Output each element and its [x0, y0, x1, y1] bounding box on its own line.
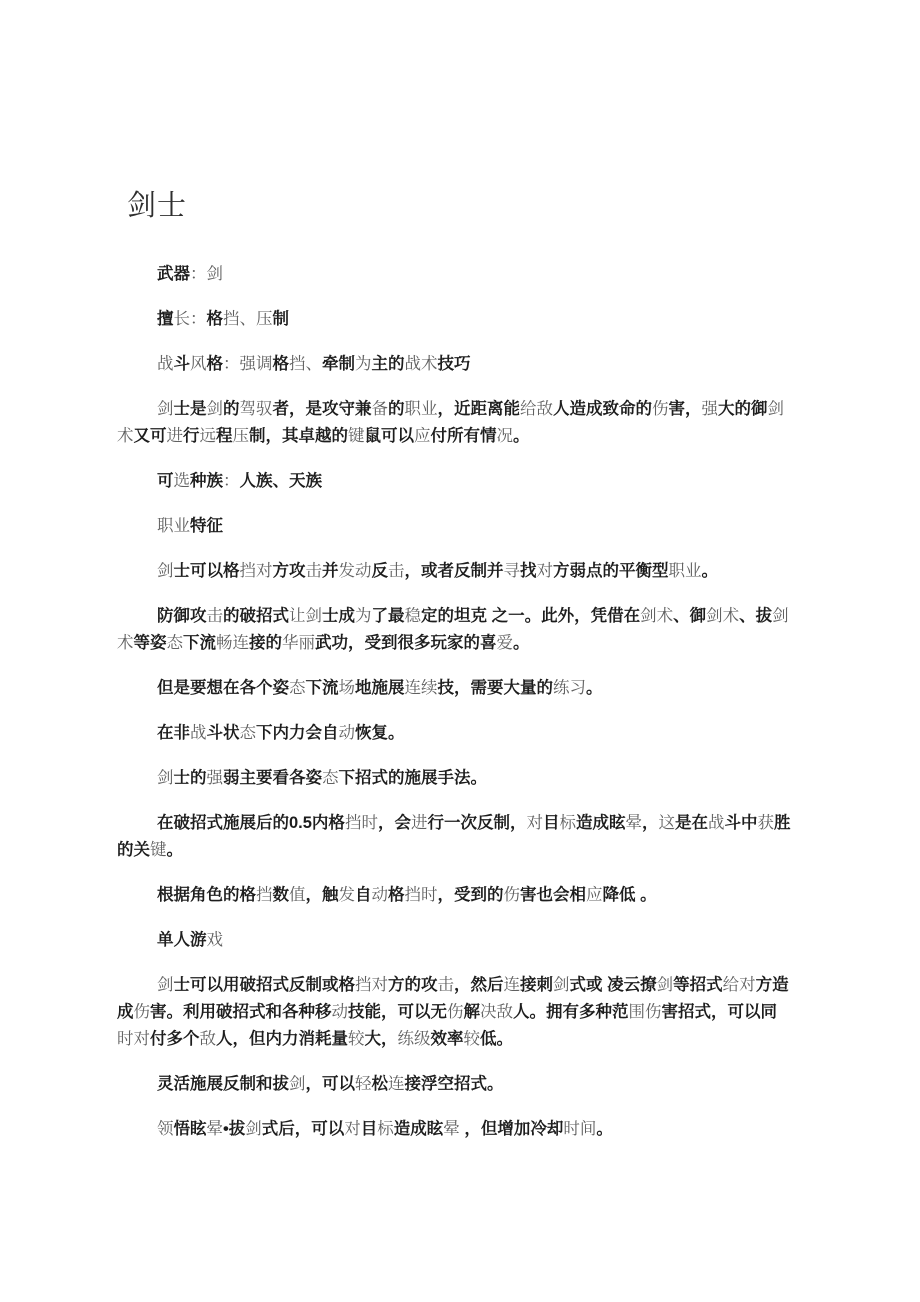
- document-body: [117, 261, 795, 1143]
- bold-text-segment: 方的攻: [388, 976, 438, 994]
- bold-text-segment: 等姿: [133, 634, 167, 652]
- light-text-segment: 伤: [447, 1003, 464, 1021]
- paragraph: [117, 558, 795, 585]
- light-text-segment: 伤: [133, 1003, 150, 1021]
- light-text-segment: 对: [344, 1120, 361, 1138]
- bold-text-segment: 者，是攻守兼: [272, 400, 372, 418]
- light-text-segment: 动: [371, 886, 388, 904]
- bold-text-segment: 自: [355, 886, 372, 904]
- bold-text-segment: 目: [360, 1120, 378, 1138]
- light-text-segment: 动: [338, 724, 355, 742]
- light-text-segment: 场: [338, 679, 355, 697]
- text-line: [117, 1116, 795, 1143]
- light-text-segment: 较: [348, 1030, 365, 1048]
- text-line: [117, 720, 795, 747]
- bold-text-segment: 害也会相: [520, 886, 586, 904]
- bold-text-segment: 。: [586, 679, 603, 697]
- text-line: [117, 765, 795, 792]
- bold-text-segment: 格: [206, 355, 223, 373]
- text-line: [117, 882, 795, 909]
- light-text-segment: 华丽: [282, 634, 315, 652]
- bold-text-segment: ，: [641, 814, 659, 832]
- light-text-segment: 畅连: [216, 634, 249, 652]
- light-text-segment: 剑: [157, 976, 174, 994]
- light-text-segment: 对: [536, 562, 553, 580]
- paragraph: [117, 675, 795, 702]
- bold-text-segment: 恢复。: [355, 724, 405, 742]
- light-text-segment: 连: [503, 976, 520, 994]
- bold-text-segment: •拔: [223, 1120, 246, 1138]
- light-text-segment: 值: [289, 886, 306, 904]
- light-text-segment: 伤: [503, 886, 520, 904]
- bold-text-segment: 、拔: [739, 607, 773, 625]
- light-text-segment: 远: [199, 427, 216, 445]
- bold-text-segment: 在破招式施展后的0.5内格: [157, 814, 345, 832]
- light-text-segment: 剑术: [706, 607, 740, 625]
- light-text-segment: 挡对: [239, 562, 273, 580]
- bold-text-segment: 接浮空招式。: [404, 1075, 504, 1093]
- light-text-segment: 剑: [157, 400, 174, 418]
- bold-text-segment: 程: [216, 427, 233, 445]
- light-text-segment: 态: [239, 724, 256, 742]
- light-text-segment: 获: [757, 814, 774, 832]
- light-text-segment: 领: [157, 1120, 174, 1138]
- text-line: [117, 1071, 795, 1098]
- paragraph: [117, 765, 795, 792]
- bold-text-segment: 害，: [668, 400, 702, 418]
- bold-text-segment: 士成: [322, 607, 355, 625]
- light-text-segment: 剑: [157, 769, 174, 787]
- paragraph: [117, 972, 795, 1053]
- bold-text-segment: 在非: [157, 724, 190, 742]
- bold-text-segment: 解: [463, 1003, 480, 1021]
- bold-text-segment: 接刺: [520, 976, 553, 994]
- bold-text-segment: 接的: [249, 634, 282, 652]
- bold-text-segment: 弱主要看各姿: [223, 769, 322, 787]
- attribute-label-line: [117, 468, 795, 495]
- bold-text-segment: 降低 。: [602, 886, 657, 904]
- light-text-segment: 长：: [173, 310, 207, 328]
- light-text-segment: 驾驭: [239, 400, 273, 418]
- light-text-segment: 挡、压: [223, 310, 273, 328]
- bold-text-segment: ，但增加冷却: [464, 1120, 564, 1138]
- light-text-segment: 选: [173, 472, 190, 490]
- light-text-segment: 让剑: [289, 607, 322, 625]
- text-line: [117, 306, 795, 333]
- bold-text-segment: 牵制: [322, 355, 355, 373]
- light-text-segment: 发动: [338, 562, 372, 580]
- light-text-segment: 轻: [355, 1075, 372, 1093]
- light-text-segment: 发: [338, 886, 355, 904]
- bold-text-segment: 下流: [305, 679, 339, 697]
- light-text-segment: 较: [463, 1030, 480, 1048]
- bold-text-segment: ，会: [377, 814, 411, 832]
- bold-text-segment: 制: [272, 310, 289, 328]
- bold-text-segment: 但是要想在各个姿: [157, 679, 289, 697]
- bold-text-segment: 找: [520, 562, 537, 580]
- bold-text-segment: 大，: [364, 1030, 398, 1048]
- bold-text-segment: 下内力会自: [256, 724, 339, 742]
- light-text-segment: 应: [586, 886, 603, 904]
- bold-text-segment: 大的御: [718, 400, 768, 418]
- bold-text-segment: 付多个: [150, 1030, 200, 1048]
- bold-text-segment: 了最: [371, 607, 405, 625]
- light-text-segment: 爱: [496, 634, 513, 652]
- paragraph: [117, 603, 795, 657]
- light-text-segment: 这: [658, 814, 675, 832]
- light-text-segment: 战: [707, 814, 725, 832]
- light-text-segment: ：剑: [190, 265, 223, 283]
- light-text-segment: 风: [190, 355, 207, 373]
- light-text-segment: 键: [150, 841, 167, 859]
- light-text-segment: 对: [526, 814, 543, 832]
- light-text-segment: 击: [437, 976, 454, 994]
- bold-text-segment: ，受到的: [437, 886, 504, 904]
- light-text-segment: 时对: [117, 1030, 150, 1048]
- light-text-segment: 连: [388, 1075, 405, 1093]
- light-text-segment: ：强调: [223, 355, 273, 373]
- bold-text-segment: 效率: [430, 1030, 464, 1048]
- light-text-segment: 压: [232, 427, 249, 445]
- bold-text-segment: 格: [272, 355, 289, 373]
- light-text-segment: 职业: [404, 400, 438, 418]
- light-text-segment: 进: [410, 814, 428, 832]
- section-heading: [117, 513, 795, 540]
- bold-text-segment: 并: [322, 562, 339, 580]
- light-text-segment: 术: [117, 634, 134, 652]
- light-text-segment: 围伤: [628, 1003, 662, 1021]
- bold-text-segment: 下招式的施展手法。: [338, 769, 487, 787]
- light-text-segment: 时间: [563, 1120, 597, 1138]
- text-line: [117, 927, 795, 954]
- bold-text-segment: 人。拥有多种范: [513, 1003, 629, 1021]
- bold-text-segment: 士的: [173, 769, 207, 787]
- light-text-segment: 击: [388, 562, 405, 580]
- bold-text-segment: 斗中: [724, 814, 758, 832]
- text-line: [117, 468, 795, 495]
- bold-text-segment: 成: [117, 1003, 134, 1021]
- bold-text-segment: 。: [701, 562, 718, 580]
- light-text-segment: 剑: [553, 976, 570, 994]
- bold-text-segment: 低。: [480, 1030, 513, 1048]
- light-text-segment: 态: [166, 634, 183, 652]
- bold-text-segment: 技，需要大量的: [437, 679, 553, 697]
- light-text-segment: 挡对: [355, 976, 388, 994]
- light-text-segment: 强: [701, 400, 718, 418]
- bold-text-segment: 的: [223, 400, 240, 418]
- bold-text-segment: 数: [272, 886, 289, 904]
- light-text-segment: 连续: [404, 679, 438, 697]
- light-text-segment: 给对: [722, 976, 756, 994]
- bold-text-segment: ，近距离能: [437, 400, 520, 418]
- bold-text-segment: 定的坦克 之一。此外，凭借在: [421, 607, 641, 625]
- bold-text-segment: 人族、天族: [239, 472, 322, 490]
- bold-text-segment: 行一次反制，: [427, 814, 527, 832]
- light-text-segment: 晕: [625, 814, 642, 832]
- bold-text-segment: 。: [513, 427, 530, 445]
- light-text-segment: 敌: [199, 1030, 216, 1048]
- light-text-segment: 剑: [157, 562, 174, 580]
- bold-text-segment: 方弱点的平衡型: [553, 562, 669, 580]
- bold-text-segment: 式后，可以: [261, 1120, 345, 1138]
- light-text-segment: 态: [289, 679, 306, 697]
- bold-text-segment: 制，其卓越的: [249, 427, 348, 445]
- bold-text-segment: 害。利用破招式和各种移: [150, 1003, 332, 1021]
- light-text-segment: 为: [355, 355, 372, 373]
- paragraph: [117, 1071, 795, 1098]
- paragraph: [117, 882, 795, 909]
- bold-text-segment: 根据角色的格: [157, 886, 256, 904]
- light-text-segment: 战术: [404, 355, 438, 373]
- bold-text-segment: ，或者反制并: [404, 562, 504, 580]
- attribute-label-line: [117, 351, 795, 378]
- bold-text-segment: 技能，可以无: [348, 1003, 447, 1021]
- bold-text-segment: 式或 凌云撩: [569, 976, 657, 994]
- light-text-segment: 剑: [656, 976, 674, 994]
- bold-text-segment: 付所有情: [430, 427, 497, 445]
- text-line: [117, 603, 795, 630]
- bold-text-segment: 。: [513, 634, 530, 652]
- paragraph: [117, 396, 795, 450]
- light-text-segment: 伤: [652, 400, 669, 418]
- bold-text-segment: 斗状: [206, 724, 240, 742]
- bold-text-segment: 武功，受到很多玩家的喜: [315, 634, 497, 652]
- bold-text-segment: 的关: [117, 841, 150, 859]
- text-line: [117, 261, 795, 288]
- bold-text-segment: 斗: [173, 355, 190, 373]
- light-text-segment: 况: [496, 427, 513, 445]
- bold-text-segment: 主的: [371, 355, 405, 373]
- bold-text-segment: ，触: [305, 886, 339, 904]
- paragraph: [117, 810, 795, 864]
- light-text-segment: 术: [117, 427, 134, 445]
- light-text-segment: 进: [166, 427, 183, 445]
- bold-text-segment: ，可以: [305, 1075, 355, 1093]
- light-text-segment: 备: [371, 400, 388, 418]
- light-text-segment: 稳: [404, 607, 421, 625]
- light-text-segment: 标: [559, 814, 576, 832]
- bold-text-segment: 的破招式: [223, 607, 289, 625]
- bold-text-segment: 人造成致命的: [553, 400, 652, 418]
- bold-text-segment: 方攻: [272, 562, 306, 580]
- bold-text-segment: 。: [166, 841, 183, 859]
- attribute-label-line: [117, 261, 795, 288]
- light-text-segment: 剑: [289, 1075, 306, 1093]
- light-text-segment: 击: [305, 562, 322, 580]
- light-text-segment: 战: [190, 724, 207, 742]
- text-line: [117, 810, 795, 837]
- light-text-segment: 职业: [668, 562, 702, 580]
- light-text-segment: 强: [206, 769, 223, 787]
- bold-text-segment: 造成眩: [575, 814, 626, 832]
- text-line: [117, 837, 795, 864]
- section-heading: [117, 927, 795, 954]
- bold-text-segment: 格: [206, 310, 223, 328]
- light-text-segment: 标: [377, 1120, 394, 1138]
- text-line: [117, 513, 795, 540]
- bold-text-segment: 、御: [673, 607, 707, 625]
- light-text-segment: 决敌: [480, 1003, 513, 1021]
- light-text-segment: 练习: [553, 679, 586, 697]
- light-text-segment: 剑: [245, 1120, 262, 1138]
- bold-text-segment: 胜: [773, 814, 791, 832]
- light-text-segment: 战: [157, 355, 174, 373]
- bold-text-segment: 等招式: [673, 976, 723, 994]
- paragraph: [117, 1116, 795, 1143]
- light-text-segment: 剑: [767, 400, 784, 418]
- text-line: [117, 351, 795, 378]
- text-line: [117, 630, 795, 657]
- bold-text-segment: 下流: [183, 634, 216, 652]
- bold-text-segment: 是在: [674, 814, 708, 832]
- bold-text-segment: 士可以格: [173, 562, 240, 580]
- bold-text-segment: 反: [371, 562, 388, 580]
- bold-text-segment: 地施展: [355, 679, 405, 697]
- bold-text-segment: 单人游: [157, 931, 207, 949]
- light-text-segment: 剑: [772, 607, 789, 625]
- bold-text-segment: 又可: [133, 427, 167, 445]
- light-text-segment: 剑术: [640, 607, 674, 625]
- text-line: [117, 675, 795, 702]
- page-title: 剑士: [127, 190, 188, 222]
- light-text-segment: 击: [206, 607, 223, 625]
- light-text-segment: 职业: [157, 517, 190, 535]
- text-line: [117, 558, 795, 585]
- bold-text-segment: 格: [388, 886, 405, 904]
- attribute-label-line: [117, 306, 795, 333]
- bold-text-segment: 特征: [190, 517, 223, 535]
- bold-text-segment: 士可以用破招式反制或格: [173, 976, 355, 994]
- bold-text-segment: ，然后: [454, 976, 504, 994]
- light-text-segment: 挡、: [289, 355, 322, 373]
- text-line: [117, 972, 795, 999]
- light-text-segment: 晕: [443, 1120, 465, 1138]
- light-text-segment: ：: [223, 472, 240, 490]
- light-text-segment: 戏: [206, 931, 223, 949]
- light-text-segment: 练级: [397, 1030, 431, 1048]
- bold-text-segment: 种族: [190, 472, 223, 490]
- bold-text-segment: 目: [542, 814, 560, 832]
- bold-text-segment: 人，但内力消耗量: [216, 1030, 348, 1048]
- text-line: [117, 1026, 795, 1053]
- light-text-segment: 为: [355, 607, 372, 625]
- bold-text-segment: 士是: [173, 400, 207, 418]
- bold-text-segment: 行: [183, 427, 200, 445]
- bold-text-segment: 松: [371, 1075, 388, 1093]
- text-line: [117, 999, 795, 1026]
- light-text-segment: 给敌: [520, 400, 553, 418]
- bold-text-segment: 防御攻: [157, 607, 207, 625]
- bold-text-segment: 鼠可以: [364, 427, 414, 445]
- bold-text-segment: 武器: [157, 265, 190, 283]
- bold-text-segment: 擅: [157, 310, 174, 328]
- light-text-segment: 挡时: [404, 886, 438, 904]
- bold-text-segment: 可: [157, 472, 174, 490]
- bold-text-segment: 。: [596, 1120, 613, 1138]
- bold-text-segment: 方造: [755, 976, 789, 994]
- light-text-segment: 挡: [256, 886, 273, 904]
- bold-text-segment: 造成眩: [393, 1120, 444, 1138]
- bold-text-segment: 灵活施展反制和拔: [157, 1075, 289, 1093]
- light-text-segment: 键: [348, 427, 365, 445]
- bold-text-segment: 害招式，可以同: [661, 1003, 777, 1021]
- light-text-segment: 寻: [503, 562, 520, 580]
- bold-text-segment: 的: [388, 400, 405, 418]
- light-text-segment: 动: [331, 1003, 348, 1021]
- light-text-segment: 应: [414, 427, 431, 445]
- text-line: [117, 396, 795, 423]
- paragraph: [117, 720, 795, 747]
- bold-text-segment: 悟眩: [173, 1120, 207, 1138]
- light-text-segment: 剑: [206, 400, 223, 418]
- light-text-segment: 挡时: [344, 814, 378, 832]
- bold-text-segment: 技巧: [437, 355, 471, 373]
- light-text-segment: 态: [322, 769, 339, 787]
- text-line: [117, 423, 795, 450]
- light-text-segment: 晕: [206, 1120, 223, 1138]
